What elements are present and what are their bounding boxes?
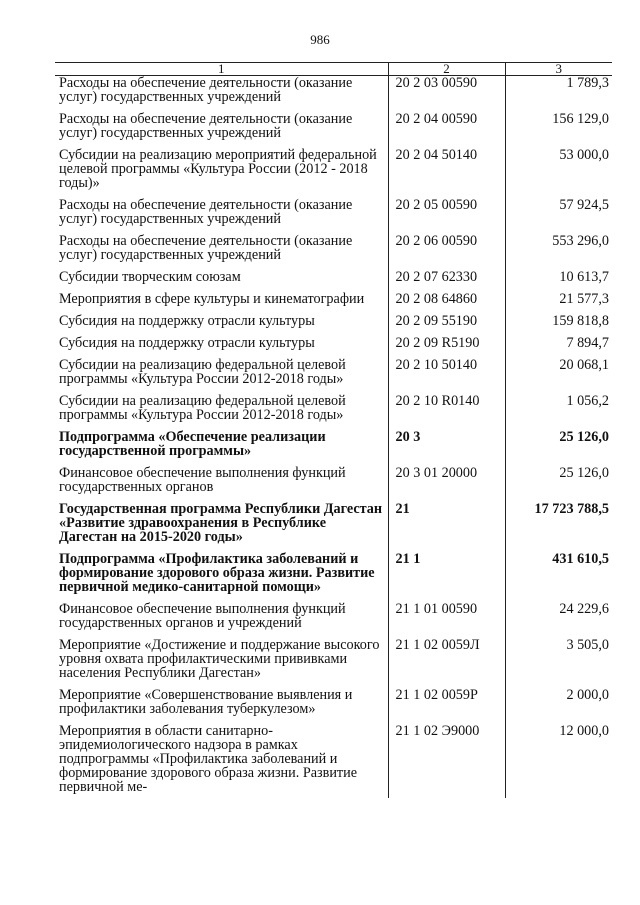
row-code-cell: 20 2 09 R5190 bbox=[388, 336, 505, 358]
row-amount-cell: 12 000,0 bbox=[505, 724, 612, 798]
table-row bbox=[55, 394, 612, 430]
row-code-cell: 20 2 04 00590 bbox=[388, 112, 505, 148]
row-name-cell: Субсидии творческим союзам bbox=[59, 269, 241, 285]
row-name-cell: Государственная программа Республики Дагестан «Развитие здравоохранения в Республике Дагестан на 2015-2020 годы» bbox=[59, 501, 383, 545]
row-name-cell: Мероприятие «Достижение и поддержание высокого уровня охвата профилактическими прививками населения Республики Дагестан» bbox=[59, 637, 380, 681]
row-name-cell: Субсидия на поддержку отрасли культуры bbox=[59, 313, 315, 329]
row-amount-cell: 156 129,0 bbox=[505, 112, 612, 148]
row-amount-cell: 3 505,0 bbox=[505, 638, 612, 688]
row-name-cell: Мероприятия в сфере культуры и кинематографии bbox=[59, 291, 365, 307]
table-row bbox=[55, 502, 612, 552]
row-code-cell: 20 2 05 00590 bbox=[388, 198, 505, 234]
column-header-code: 2 bbox=[388, 63, 505, 76]
row-name-cell: Подпрограмма «Обеспечение реализации государственной программы» bbox=[59, 429, 326, 459]
row-code-cell: 20 2 03 00590 bbox=[388, 76, 505, 113]
table-row bbox=[55, 292, 612, 314]
row-code-cell: 21 1 01 00590 bbox=[388, 602, 505, 638]
row-amount-cell: 7 894,7 bbox=[505, 336, 612, 358]
row-amount-cell: 553 296,0 bbox=[505, 234, 612, 270]
row-name-cell: Мероприятие «Совершенствование выявления и профилактики заболевания туберкулезом» bbox=[59, 687, 353, 717]
table-header-row bbox=[55, 63, 612, 76]
row-code-cell: 20 2 10 R0140 bbox=[388, 394, 505, 430]
row-code-cell: 21 1 bbox=[388, 552, 505, 602]
row-amount-cell: 17 723 788,5 bbox=[505, 502, 612, 552]
row-code-cell: 20 2 06 00590 bbox=[388, 234, 505, 270]
row-code-cell: 20 3 01 20000 bbox=[388, 466, 505, 502]
row-code-cell: 20 2 10 50140 bbox=[388, 358, 505, 394]
table-body bbox=[55, 76, 612, 799]
table-row bbox=[55, 466, 612, 502]
table-row bbox=[55, 148, 612, 198]
row-amount-cell: 1 789,3 bbox=[505, 76, 612, 113]
budget-table bbox=[55, 62, 612, 798]
row-amount-cell: 57 924,5 bbox=[505, 198, 612, 234]
row-amount-cell: 25 126,0 bbox=[505, 430, 612, 466]
row-amount-cell: 159 818,8 bbox=[505, 314, 612, 336]
row-name-cell: Финансовое обеспечение выполнения функций государственных органов и учреждений bbox=[59, 601, 346, 631]
row-code-cell: 21 bbox=[388, 502, 505, 552]
row-amount-cell: 20 068,1 bbox=[505, 358, 612, 394]
row-code-cell: 21 1 02 0059Л bbox=[388, 638, 505, 688]
row-name-cell: Субсидии на реализацию федеральной целевой программы «Культура России 2012-2018 годы» bbox=[59, 393, 346, 423]
row-name-cell: Финансовое обеспечение выполнения функций государственных органов bbox=[59, 465, 346, 495]
row-name-cell: Расходы на обеспечение деятельности (оказание услуг) государственных учреждений bbox=[59, 111, 353, 141]
row-name-cell: Расходы на обеспечение деятельности (оказание услуг) государственных учреждений bbox=[59, 75, 353, 105]
row-amount-cell: 53 000,0 bbox=[505, 148, 612, 198]
table-row bbox=[55, 234, 612, 270]
table-row bbox=[55, 270, 612, 292]
table-row bbox=[55, 638, 612, 688]
row-code-cell: 20 3 bbox=[388, 430, 505, 466]
page-number: 986 bbox=[310, 32, 330, 47]
table-row bbox=[55, 552, 612, 602]
row-code-cell: 20 2 09 55190 bbox=[388, 314, 505, 336]
row-amount-cell: 21 577,3 bbox=[505, 292, 612, 314]
row-name-cell: Расходы на обеспечение деятельности (оказание услуг) государственных учреждений bbox=[59, 197, 353, 227]
row-code-cell: 20 2 07 62330 bbox=[388, 270, 505, 292]
row-code-cell: 21 1 02 Э9000 bbox=[388, 724, 505, 798]
table-row bbox=[55, 198, 612, 234]
row-code-cell: 20 2 04 50140 bbox=[388, 148, 505, 198]
row-amount-cell: 24 229,6 bbox=[505, 602, 612, 638]
table-row bbox=[55, 112, 612, 148]
row-name-cell: Субсидии на реализацию федеральной целевой программы «Культура России 2012-2018 годы» bbox=[59, 357, 346, 387]
row-name-cell: Расходы на обеспечение деятельности (оказание услуг) государственных учреждений bbox=[59, 233, 353, 263]
row-code-cell: 20 2 08 64860 bbox=[388, 292, 505, 314]
row-amount-cell: 1 056,2 bbox=[505, 394, 612, 430]
row-code-cell: 21 1 02 0059Р bbox=[388, 688, 505, 724]
row-name-cell: Субсидия на поддержку отрасли культуры bbox=[59, 335, 315, 351]
table-row bbox=[55, 430, 612, 466]
table-row bbox=[55, 724, 612, 798]
table-row bbox=[55, 314, 612, 336]
table-row bbox=[55, 76, 612, 113]
row-amount-cell: 10 613,7 bbox=[505, 270, 612, 292]
table-row bbox=[55, 336, 612, 358]
row-name-cell: Мероприятия в области санитарно-эпидемиологического надзора в рамках подпрограммы «Профилактика заболеваний и формирование здорового образа жизни. Развитие первичной ме- bbox=[59, 723, 358, 795]
table-row bbox=[55, 688, 612, 724]
table-row bbox=[55, 358, 612, 394]
row-name-cell: Подпрограмма «Профилактика заболеваний и формирование здорового образа жизни. Развитие первичной медико-санитарной помощи» bbox=[59, 551, 375, 595]
column-header-name: 1 bbox=[55, 63, 388, 76]
row-amount-cell: 431 610,5 bbox=[505, 552, 612, 602]
row-amount-cell: 25 126,0 bbox=[505, 466, 612, 502]
row-name-cell: Субсидии на реализацию мероприятий федеральной целевой программы «Культура России (2012 - 2018 годы)» bbox=[59, 147, 377, 191]
table-row bbox=[55, 602, 612, 638]
row-amount-cell: 2 000,0 bbox=[505, 688, 612, 724]
column-header-amount: 3 bbox=[505, 63, 612, 76]
